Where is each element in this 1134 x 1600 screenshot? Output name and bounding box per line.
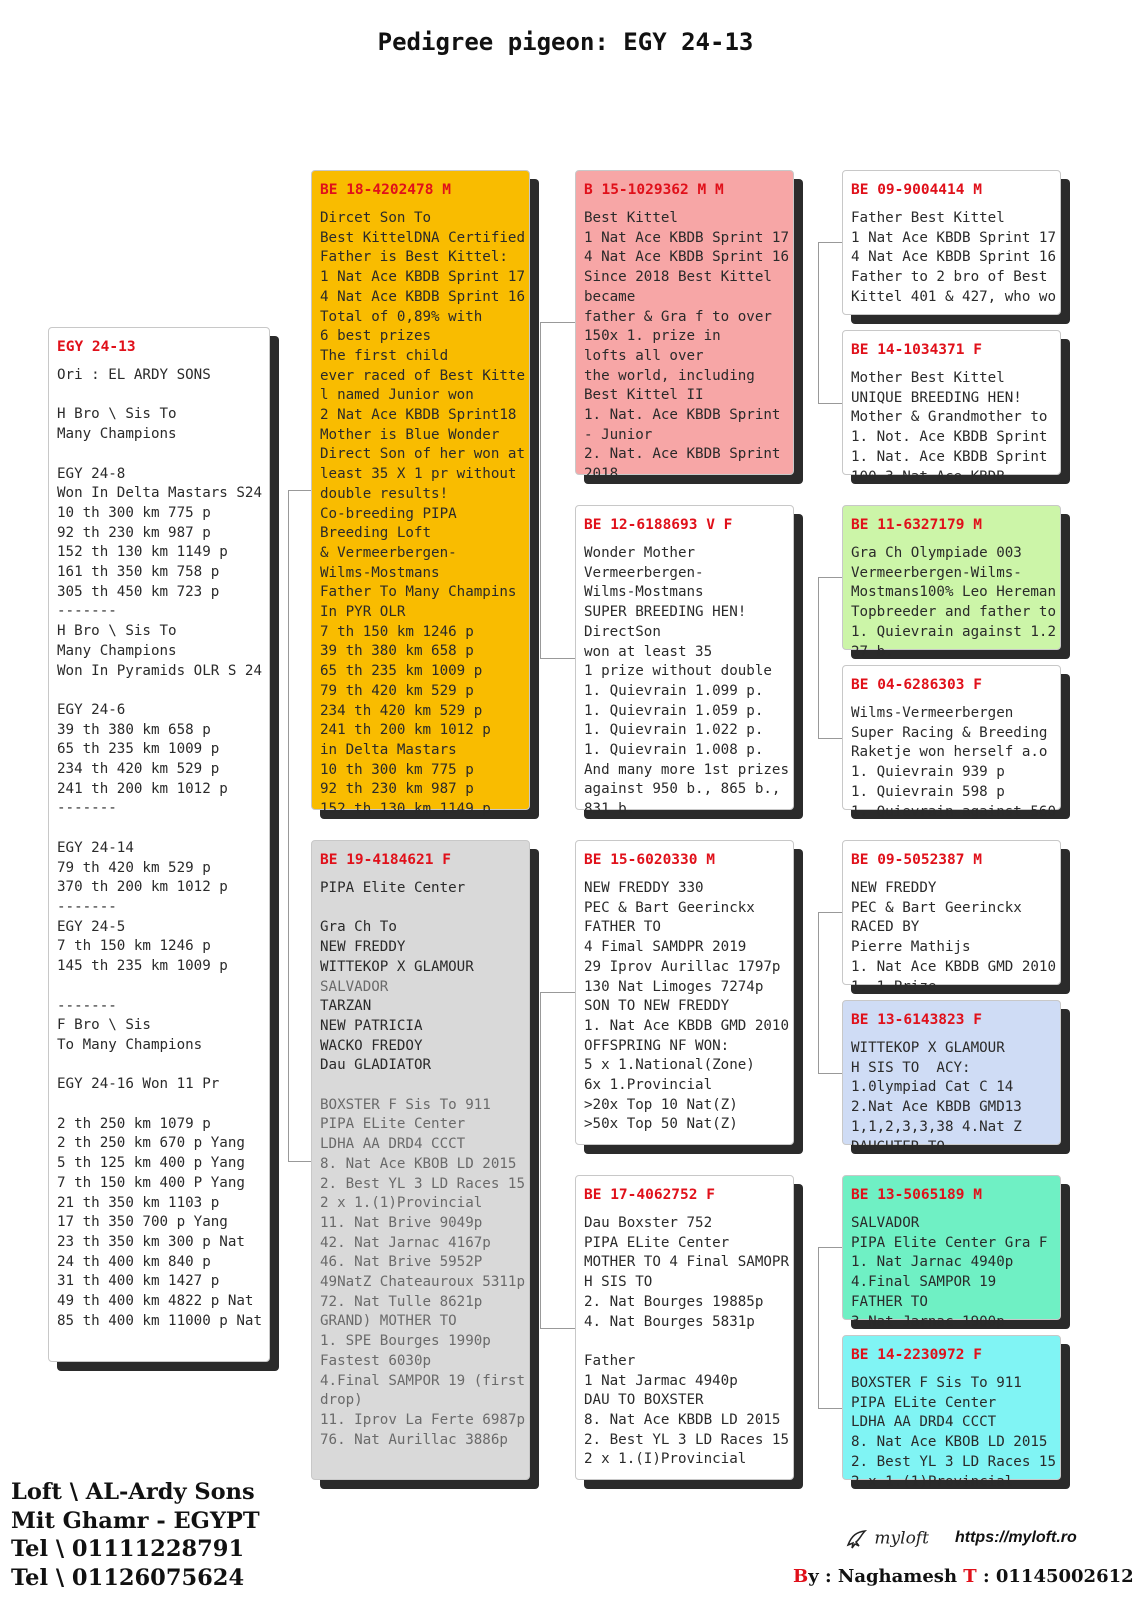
- card-text-line: 5 x 1.National(Zone): [584, 1057, 755, 1074]
- card-text-line: PIPA Elite Center Gra F: [851, 1234, 1048, 1251]
- card-text-line: PIPA ELite Center: [851, 1394, 997, 1411]
- card-text-line: Many Champions: [57, 642, 177, 659]
- card-text-line: 8. Nat Ace KBOB LD 2015: [320, 1155, 517, 1172]
- pedigree-card-ss[interactable]: [575, 170, 794, 483]
- card-text-line: 23 th 350 km 300 p Nat: [57, 1233, 245, 1250]
- connector-dd: [818, 1247, 842, 1409]
- card-text-line: father & Gra f to over: [584, 308, 772, 325]
- card-text-line: 2 Nat Ace KBDB Sprint18: [320, 407, 517, 424]
- card-text-line: 76. Nat Aurillac 3886p: [320, 1431, 508, 1448]
- card-text-line: 8. Nat Ace KBDB LD 2015: [584, 1412, 781, 1429]
- card-text-line: Mother Best Kittel: [851, 370, 1005, 386]
- card-text-line: [57, 1095, 261, 1115]
- card-text-line: Father To Many Champins: [320, 584, 517, 601]
- card-text-line: 2 x 1.(1)Provincial: [851, 1473, 1014, 1490]
- card-text-line: 85 th 400 km 11000 p Nat: [57, 1312, 262, 1329]
- card-text-line: 92 th 230 km 987 p: [320, 781, 474, 798]
- loft-phone-2: Tel \ 01126075624: [11, 1564, 245, 1591]
- ring-number: BE 04-6286303 F: [851, 677, 982, 693]
- ring-number: BE 17-4062752 F: [584, 1187, 715, 1203]
- card-text-line: Vermeerbergen-: [584, 564, 704, 581]
- brand-name: myloft: [874, 1528, 929, 1549]
- card-text-line: 11. Iprov La Ferte 6987p: [320, 1411, 525, 1428]
- card-text-line: 4. Nat Bourges 5831p: [584, 1313, 755, 1330]
- card-text-line: 29 Iprov Aurillac 1797p: [584, 958, 781, 975]
- card-text-line: SON TO NEW FREDDY: [584, 998, 730, 1015]
- card-text-line: [320, 1076, 521, 1096]
- pedigree-card-sd[interactable]: [575, 505, 794, 818]
- credit-name: Naghamesh: [837, 1566, 964, 1587]
- card-text-line: 241 th 200 km 1012 p: [57, 780, 228, 797]
- card-text-line: LDHA AA DRD4 CCCT: [851, 1414, 997, 1431]
- card-text-line: lofts all over: [584, 347, 704, 364]
- card-text-line: SUPER BREEDING HEN!: [584, 604, 747, 621]
- card-text-line: [57, 681, 261, 701]
- card-text-line: Gra Ch To: [320, 919, 397, 936]
- card-text-line: 1. Nat. Ace KBDB Sprint: [851, 448, 1048, 465]
- card-text-line: drop): [320, 1392, 363, 1409]
- card-text-line: DAUGHTER TO: [851, 1138, 945, 1155]
- card-text-line: ever raced of Best Kitte: [320, 367, 525, 384]
- ring-number: BE 15-6020330 M: [584, 852, 715, 868]
- card-text-line: >50x Top 50 Nat(Z): [584, 1116, 738, 1133]
- card-text-line: -------: [57, 898, 117, 915]
- card-text-line: EGY 24-8: [57, 465, 126, 482]
- card-text-line: LDHA AA DRD4 CCCT: [320, 1136, 466, 1153]
- card-text-line: 4 Fimal SAMDPR 2019: [584, 939, 747, 956]
- card-text-line: Father to 2 bro of Best: [851, 269, 1048, 286]
- card-text-line: 65 th 235 km 1009 p: [57, 741, 220, 758]
- card-text-line: 1. SPE Bourges 1990p: [320, 1333, 491, 1350]
- card-text-line: 31 th 400 km 1427 p: [57, 1273, 220, 1290]
- credit-prefix-rest: y :: [808, 1566, 838, 1587]
- card-text-line: [320, 899, 521, 919]
- card-text-line: 1. Not. Ace KBDB Sprint: [851, 429, 1048, 446]
- card-text-line: Mostmans100% Leo Hereman: [851, 584, 1056, 601]
- pedigree-card-sds[interactable]: [842, 505, 1061, 660]
- card-text-line: 6x 1.Provincial: [584, 1077, 713, 1094]
- card-text-line: Kittel 401 & 427, who wo: [851, 288, 1056, 305]
- card-text-line: Breeding Loft: [320, 525, 432, 542]
- card-text-line: >20x Top 10 Nat(Z): [584, 1096, 738, 1113]
- card-text-line: 831 b.: [584, 801, 636, 818]
- card-text-line: NEW PATRICIA: [320, 1017, 423, 1034]
- card-text-line: 1. Nat Jarnac 4940p: [851, 1254, 1014, 1271]
- card-text-line: H SIS TO: [584, 1274, 653, 1291]
- pedigree-card-dss[interactable]: [842, 840, 1061, 995]
- card-text-line: 2 x 1.(1)Provincial: [320, 1195, 483, 1212]
- card-text-line: 1,1,2,3,3,38 4.Nat Z: [851, 1118, 1022, 1135]
- pedigree-card-sdd[interactable]: [842, 665, 1061, 820]
- credit-initial: T: [963, 1566, 977, 1587]
- ring-number: BE 11-6327179 M: [851, 517, 982, 533]
- card-text-line: the world, including: [584, 367, 755, 384]
- pedigree-card-sss[interactable]: [842, 170, 1061, 315]
- card-text-line: 3 Nat Jarnac 1900p: [851, 1313, 1005, 1330]
- card-text-line: 1. Nat. Ace KBDB Sprint: [584, 407, 781, 424]
- card-text-line: 370 th 200 km 1012 p: [57, 879, 228, 896]
- card-text-line: FATHER TO: [584, 919, 661, 936]
- card-text-line: H Bro \ Sis To: [57, 623, 177, 640]
- ring-number: BE 13-6143823 F: [851, 1012, 982, 1028]
- card-text-line: To Many Champions: [57, 1036, 203, 1053]
- card-text-line: l named Junior won: [320, 387, 474, 404]
- card-text-line: 21 th 350 km 1103 p: [57, 1194, 220, 1211]
- card-text-line: Dircet Son To: [320, 210, 432, 226]
- card-text-line: 7 th 150 km 1246 p: [57, 938, 211, 955]
- page-title: Pedigree pigeon: EGY 24-13: [377, 28, 754, 56]
- card-text-line: against 950 b., 865 b.,: [584, 781, 781, 798]
- card-text-line: Raketje won herself a.o: [851, 744, 1048, 761]
- card-text-line: Wonder Mother: [584, 545, 696, 561]
- card-text-line: Won In Pyramids OLR S 24: [57, 662, 262, 679]
- connector-dam: [540, 992, 575, 1329]
- card-text-line: Gra Ch Olympiade 003: [851, 545, 1022, 561]
- card-text-line: 5 th 125 km 400 p Yang: [57, 1155, 245, 1172]
- card-text-line: NEW FREDDY: [320, 939, 406, 956]
- card-text-line: Won In Delta Mastars S24: [57, 485, 262, 502]
- card-text-line: 1. Quievrain 1.022 p.: [584, 722, 764, 739]
- card-text-line: 2. Nat Bourges 19885p: [584, 1293, 764, 1310]
- card-text-line: 46. Nat Brive 5952P: [320, 1254, 483, 1271]
- card-text-line: 7 th 150 km 1246 p: [320, 623, 474, 640]
- card-text-line: 1. Quievrain 939 p: [851, 764, 1005, 781]
- card-text-line: F Bro \ Sis: [57, 1017, 151, 1034]
- ring-number: BE 13-5065189 M: [851, 1187, 982, 1203]
- card-text-line: 10 th 300 km 775 p: [57, 504, 211, 521]
- card-text-line: Co-breeding PIPA: [320, 505, 457, 522]
- pedigree-card-subject[interactable]: [48, 327, 270, 1362]
- card-text-line: UNIQUE BREEDING HEN!: [851, 389, 1022, 406]
- card-text-line: in Delta Mastars: [320, 741, 457, 758]
- card-text-line: - Junior: [584, 426, 653, 443]
- pedigree-card-sire[interactable]: [311, 170, 530, 818]
- card-text-line: 2 th 250 km 1079 p: [57, 1115, 211, 1132]
- card-text-line: became: [584, 288, 636, 305]
- card-text-line: 92 th 230 km 987 p: [57, 524, 211, 541]
- ring-number: BE 09-9004414 M: [851, 182, 982, 198]
- card-text-line: 1. Quievrain 1.059 p.: [584, 702, 764, 719]
- card-text-line: PEC & Bart Geerinckx: [851, 899, 1022, 916]
- card-text-line: 1 Nat Ace KBDB Sprint 17: [851, 229, 1056, 246]
- card-text-line: Super Racing & Breeding: [851, 724, 1048, 741]
- credit-prefix-by: B: [793, 1566, 809, 1587]
- pedigree-card-dsd[interactable]: [842, 1000, 1061, 1155]
- ring-number: BE 12-6188693 V F: [584, 517, 733, 533]
- card-text-line: [57, 445, 261, 465]
- card-text-line: 161 th 350 km 758 p: [57, 564, 220, 581]
- card-text-line: Total of 0,89% with: [320, 308, 483, 325]
- card-text-line: 2. Best YL 3 LD Races 15: [320, 1175, 525, 1192]
- card-text-line: Since 2018 Best Kittel: [584, 269, 772, 286]
- loft-name: Loft \ AL-Ardy Sons: [11, 1479, 255, 1505]
- card-text-line: 8. Nat Ace KBOB LD 2015: [851, 1434, 1048, 1451]
- card-text-line: 152 th 130 km 1149 p: [320, 801, 491, 818]
- card-text-line: TARZAN: [320, 998, 372, 1015]
- card-text-line: SALVADOR: [851, 1215, 920, 1231]
- card-text-line: 42. Nat Jarnac 4167p: [320, 1234, 491, 1251]
- card-text-line: WITTEKOP X GLAMOUR: [851, 1040, 1005, 1056]
- brand-url[interactable]: https://myloft.ro: [955, 1529, 1077, 1546]
- card-text-line: BOXSTER F Sis To 911: [851, 1375, 1022, 1391]
- card-text-line: 79 th 420 km 529 p: [320, 682, 474, 699]
- card-text-line: 4.Final SAMPOR 19: [851, 1274, 997, 1291]
- pigeon-logo-icon: [845, 1527, 869, 1551]
- card-text-line: 2.Nat Ace KBDB GMD13: [851, 1099, 1022, 1116]
- card-text-line: 2 th 250 km 670 p Yang: [57, 1135, 245, 1152]
- card-text-line: PIPA ELite Center: [320, 1116, 466, 1133]
- card-text-line: Direct Son of her won at: [320, 446, 525, 463]
- card-text-line: 79 th 420 km 529 p: [57, 859, 211, 876]
- card-text-line: RACED BY: [851, 919, 920, 936]
- card-text-line: 65 th 235 km 1009 p: [320, 663, 483, 680]
- connector-subject: [288, 490, 311, 1162]
- card-text-line: 72. Nat Tulle 8621p: [320, 1293, 483, 1310]
- pedigree-card-dd[interactable]: [575, 1175, 794, 1480]
- card-text-line: 234 th 420 km 529 p: [57, 761, 220, 778]
- card-text-line: EGY 24-14: [57, 839, 134, 856]
- card-text-line: Mother & Grandmother to: [851, 409, 1048, 426]
- card-text-line: [584, 1332, 785, 1352]
- loft-location: Mit Ghamr - EGYPT: [11, 1507, 260, 1534]
- card-text-line: OFFSPRING NF WON:: [584, 1037, 730, 1054]
- connector-ss: [818, 242, 842, 404]
- card-text-line: -------: [57, 997, 117, 1014]
- card-text-line: 1. 1 Prize: [851, 978, 937, 995]
- card-text-line: 150x 1. prize in: [584, 328, 721, 345]
- ring-number: BE 14-1034371 F: [851, 342, 982, 358]
- card-text-line: MOTHER TO 4 Final SAMOPR: [584, 1254, 789, 1271]
- loft-info: [11, 1478, 260, 1592]
- card-text-line: 2 x 1.(I)Provincial: [584, 1451, 747, 1468]
- card-text-line: DirectSon: [584, 623, 661, 640]
- card-text-line: 1. Quievrain against 560: [851, 803, 1056, 820]
- card-text-line: 241 th 200 km 1012 p: [320, 722, 491, 739]
- ring-number: BE 14-2230972 F: [851, 1347, 982, 1363]
- card-text-line: Fastest 6030p: [320, 1352, 432, 1369]
- card-text-line: & Vermeerbergen-: [320, 544, 457, 561]
- card-text-line: 17 th 350 700 p Yang: [57, 1214, 228, 1231]
- card-text-line: WITTEKOP X GLAMOUR: [320, 958, 474, 975]
- card-text-line: 2018: [584, 466, 619, 483]
- card-text-line: Wilms-Vermeerbergen: [851, 705, 1014, 721]
- card-text-line: SALVADOR: [320, 978, 389, 995]
- card-text-line: PIPA Elite Center: [320, 880, 466, 896]
- card-text-line: 2. Best YL 3 LD Races 15: [584, 1431, 789, 1448]
- card-text-line: 4.Final SAMPOR 19 (first: [320, 1372, 525, 1389]
- card-text-line: Father is Best Kittel:: [320, 249, 508, 266]
- card-text-line: And many more 1st prizes: [584, 761, 789, 778]
- card-text-line: -------: [57, 603, 117, 620]
- loft-phone-1: Tel \ 01111228791: [11, 1536, 245, 1562]
- card-text-line: BOXSTER F Sis To 911: [320, 1096, 491, 1113]
- card-text-line: Father Best Kittel: [851, 210, 1005, 226]
- card-text-line: Wilms-Mostmans: [584, 584, 704, 601]
- card-text-line: 1. Nat Ace KBDB GMD 2010: [851, 958, 1056, 975]
- connector-sire: [540, 322, 575, 659]
- card-text-line: EGY 24-16 Won 11 Pr: [57, 1076, 220, 1093]
- card-text-line: H Bro \ Sis To: [57, 406, 177, 423]
- card-text-line: 49 th 400 km 4822 p Nat: [57, 1293, 254, 1310]
- ring-number: BE 18-4202478 M: [320, 182, 451, 198]
- card-text-line: Topbreeder and father to: [851, 604, 1056, 621]
- card-text-line: 4 Nat Ace KBDB Sprint 16: [320, 288, 525, 305]
- card-text-line: 1 Nat Jarmac 4940p: [584, 1372, 738, 1389]
- card-text-line: -------: [57, 800, 117, 817]
- card-text-line: 1.0lympiad Cat C 14: [851, 1079, 1014, 1096]
- card-text-line: 2. Best YL 3 LD Races 15: [851, 1453, 1056, 1470]
- card-text-line: PEC & Bart Geerinckx: [584, 899, 755, 916]
- ring-number: EGY 24-13: [57, 339, 136, 355]
- card-text-line: 1. Quievrain 1.099 p.: [584, 682, 764, 699]
- card-text-line: 152 th 130 km 1149 p: [57, 544, 228, 561]
- card-text-line: 1 Nat Ace KBDB Sprint 17: [320, 269, 525, 286]
- card-text-line: Father: [584, 1352, 636, 1369]
- card-text-line: Dau Boxster 752: [584, 1215, 713, 1231]
- card-text-line: NEW FREDDY: [851, 880, 937, 896]
- card-text-line: H SIS TO ACY:: [851, 1059, 971, 1076]
- card-text-line: 1 Nat Ace KBDB Sprint 17: [584, 229, 789, 246]
- card-text-line: 1. Nat Ace KBDB GMD 2010: [584, 1017, 789, 1034]
- card-text-line: 6 best prizes: [320, 328, 432, 345]
- credit-line: [793, 1566, 1134, 1587]
- card-text-line: WACKO FREDOY: [320, 1037, 423, 1054]
- card-text-line: EGY 24-5: [57, 918, 126, 935]
- card-text-line: 24 th 400 km 840 p: [57, 1253, 211, 1270]
- card-text-line: Best KittelDNA Certified: [320, 229, 525, 246]
- pedigree-card-ds[interactable]: [575, 840, 794, 1145]
- card-text-line: 1. Quievrain against 1.2: [851, 623, 1056, 640]
- connector-sd: [818, 577, 842, 739]
- card-text-line: Wilms-Mostmans: [320, 564, 440, 581]
- card-text-line: NEW FREDDY 330: [584, 880, 704, 896]
- card-text-line: 1. Quievrain 598 p: [851, 783, 1005, 800]
- card-text-line: 39 th 380 km 658 p: [57, 721, 211, 738]
- card-text-line: 39 th 380 km 658 p: [320, 643, 474, 660]
- card-text-line: Pierre Mathijs: [851, 939, 971, 956]
- card-text-line: [57, 819, 261, 839]
- connector-ds: [818, 912, 842, 1074]
- card-text-line: In PYR OLR: [320, 604, 406, 621]
- pedigree-card-ssd[interactable]: [842, 330, 1061, 485]
- card-text-line: 49NatZ Chateauroux 5311p: [320, 1274, 525, 1291]
- card-text-line: [57, 1056, 261, 1076]
- card-text-line: Best Kittel: [584, 210, 678, 226]
- card-text-line: 305 th 450 km 723 p: [57, 583, 220, 600]
- card-text-line: DAU TO BOXSTER: [584, 1392, 704, 1409]
- ring-number: BE 09-5052387 M: [851, 852, 982, 868]
- pedigree-card-dam[interactable]: [311, 840, 530, 1480]
- brand-logo: [845, 1527, 929, 1551]
- card-text-line: 100 3 Nat Ace KBDB: [851, 468, 1005, 485]
- card-text-line: The first child: [320, 347, 449, 364]
- pedigree-card-dds[interactable]: [842, 1175, 1061, 1330]
- card-text-line: Mother is Blue Wonder: [320, 426, 500, 443]
- credit-phone: : 01145002612: [976, 1566, 1134, 1587]
- card-text-line: 4 Nat Ace KBDB Sprint 16: [851, 249, 1056, 266]
- card-text-line: least 35 X 1 pr without: [320, 466, 517, 483]
- card-text-line: Best Kittel II: [584, 387, 704, 404]
- ring-number: B 15-1029362 M M: [584, 182, 724, 198]
- card-text-line: 27 b.: [851, 643, 894, 660]
- pedigree-card-ddd[interactable]: [842, 1335, 1061, 1490]
- card-text-line: 7 th 150 km 400 P Yang: [57, 1174, 245, 1191]
- ring-number: BE 19-4184621 F: [320, 852, 451, 868]
- card-text-line: GRAND) MOTHER TO: [320, 1313, 457, 1330]
- card-text-line: won at least 35: [584, 643, 713, 660]
- card-text-line: 10 th 300 km 775 p: [320, 761, 474, 778]
- card-text-line: PIPA ELite Center: [584, 1234, 730, 1251]
- card-text-line: Vermeerbergen-Wilms-: [851, 564, 1022, 581]
- card-text-line: [57, 977, 261, 997]
- card-text-line: Ori : EL ARDY SONS: [57, 367, 211, 383]
- card-text-line: FATHER TO: [851, 1293, 928, 1310]
- card-text-line: 1 prize without double: [584, 663, 772, 680]
- card-text-line: Dau GLADIATOR: [320, 1057, 432, 1074]
- card-text-line: 2. Nat. Ace KBDB Sprint: [584, 446, 781, 463]
- card-text-line: 234 th 420 km 529 p: [320, 702, 483, 719]
- card-text-line: Many Champions: [57, 426, 177, 443]
- card-text-line: EGY 24-6: [57, 701, 126, 718]
- card-text-line: double results!: [320, 485, 449, 502]
- card-text-line: 145 th 235 km 1009 p: [57, 958, 228, 975]
- card-text-line: 4 Nat Ace KBDB Sprint 16: [584, 249, 789, 266]
- card-text-line: [57, 386, 261, 406]
- card-text-line: 1. Quievrain 1.008 p.: [584, 742, 764, 759]
- card-text-line: 130 Nat Limoges 7274p: [584, 978, 764, 995]
- card-text-line: 11. Nat Brive 9049p: [320, 1214, 483, 1231]
